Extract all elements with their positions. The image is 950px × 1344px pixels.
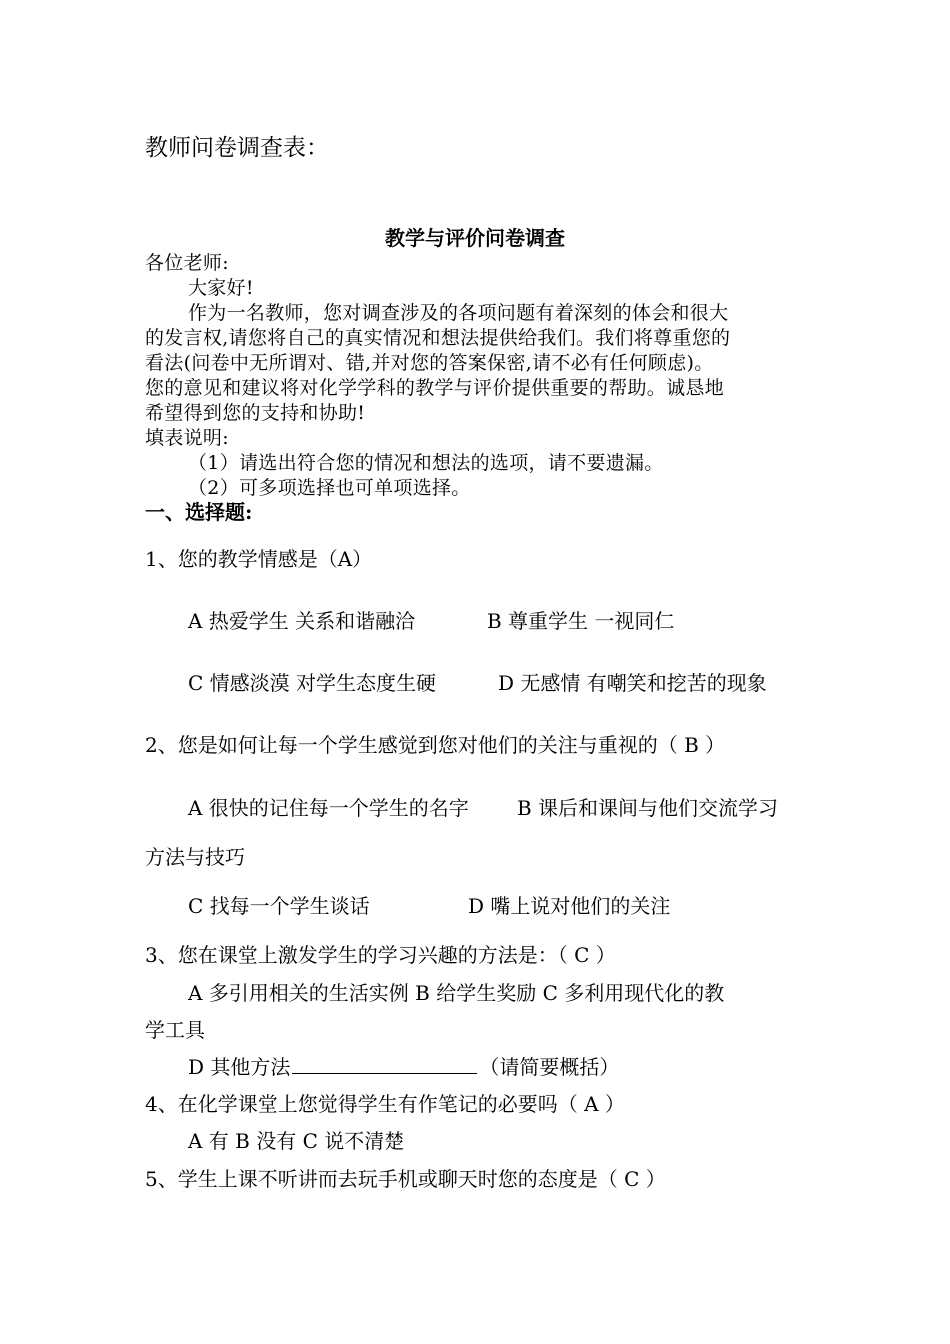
instruction-2: （2）可多项选择也可单项选择。	[188, 477, 471, 499]
greeting: 各位老师:	[145, 252, 229, 274]
section-title: 一、选择题:	[145, 500, 253, 524]
q3-question: 3、您在课堂上激发学生的学习兴趣的方法是：（ C ）	[145, 943, 616, 967]
q5-question: 5、学生上课不听讲而去玩手机或聊天时您的态度是（ C ）	[145, 1167, 666, 1191]
q2-option-c: C 找每一个学生谈话	[188, 894, 370, 918]
q1-option-b: B 尊重学生 一视同仁	[487, 609, 675, 633]
answer-blank[interactable]	[292, 1055, 477, 1074]
q3-option-d: D 其他方法	[188, 1055, 291, 1079]
instructions-label: 填表说明:	[145, 427, 229, 449]
q4-options: A 有 B 没有 C 说不清楚	[188, 1129, 405, 1153]
q2-option-d: D 嘴上说对他们的关注	[468, 894, 671, 918]
intro-line-5: 希望得到您的支持和协助!	[145, 402, 366, 424]
q3-option-d-row	[188, 1055, 619, 1079]
q2-option-b: B 课后和课间与他们交流学习	[517, 796, 779, 820]
q2-option-a: A 很快的记住每一个学生的名字	[188, 796, 469, 820]
intro-line-4: 您的意见和建议将对化学学科的教学与评价提供重要的帮助。诚恳地	[145, 377, 725, 399]
q3-option-d-note: （请简要概括）	[479, 1055, 620, 1079]
q2-option-b-continued: 方法与技巧	[145, 845, 245, 869]
q1-option-d: D 无感情 有嘲笑和挖苦的现象	[498, 671, 767, 695]
q3-options-continued: 学工具	[145, 1018, 205, 1042]
intro-line-3: 看法(问卷中无所谓对、错,并对您的答案保密,请不必有任何顾虑)。	[145, 352, 714, 374]
q1-question: 1、您的教学情感是（A）	[145, 547, 373, 571]
page-heading: 教师问卷调查表：	[145, 135, 329, 161]
q1-option-a: A 热爱学生 关系和谐融洽	[188, 609, 416, 633]
hello: 大家好!	[188, 277, 254, 299]
q1-option-c: C 情感淡漠 对学生态度生硬	[188, 671, 437, 695]
q4-question: 4、在化学课堂上您觉得学生有作笔记的必要吗（ A ）	[145, 1092, 625, 1116]
q3-options: A 多引用相关的生活实例 B 给学生奖励 C 多利用现代化的教	[188, 981, 725, 1005]
intro-line-2: 的发言权,请您将自己的真实情况和想法提供给我们。我们将尊重您的	[145, 327, 731, 349]
instruction-1: （1）请选出符合您的情况和想法的选项，请不要遗漏。	[188, 452, 664, 474]
survey-title: 教学与评价问卷调查	[385, 226, 565, 250]
q2-question: 2、您是如何让每一个学生感觉到您对他们的关注与重视的（ B ）	[145, 733, 726, 757]
intro-line-1: 作为一名教师，您对调查涉及的各项问题有着深刻的体会和很大	[188, 302, 729, 324]
